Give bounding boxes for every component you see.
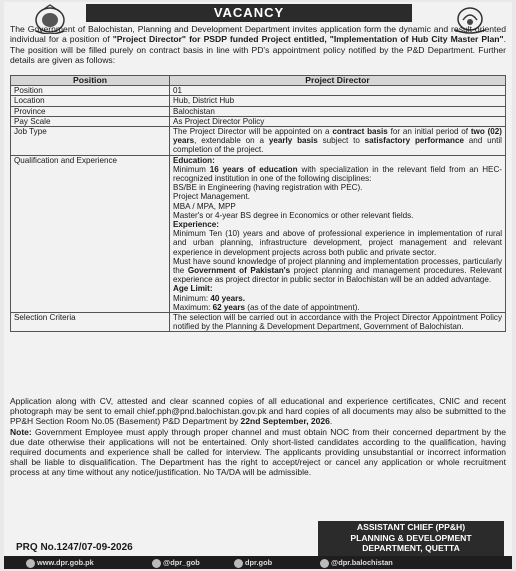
row-value (170, 155, 506, 312)
website-link[interactable] (26, 556, 94, 569)
youtube-link[interactable] (234, 556, 272, 569)
signature-block (318, 521, 504, 558)
vacancy-heading: VACANCY (86, 4, 412, 22)
education-text (173, 165, 502, 183)
note-paragraph (10, 427, 506, 478)
table-row-selection-criteria (11, 313, 506, 332)
position-details-table (10, 75, 506, 332)
column-header-position: Position (11, 76, 170, 86)
age-limit-heading: Age Limit: (173, 284, 213, 294)
discipline-item: Project Management. (173, 192, 250, 202)
age-maximum (173, 303, 502, 312)
education-heading: Education: (173, 155, 215, 165)
intro-text-continued: . The position will be filled purely on contract basis in line with PD's appointment policy notified by the P&D Department. Further details are given as follows: (10, 34, 506, 66)
row-value: As Project Director Policy (170, 116, 506, 126)
age-minimum-label: Minimum: (173, 293, 211, 303)
age-maximum-value: 62 years (212, 302, 245, 312)
application-paragraph (10, 396, 506, 427)
application-instructions (10, 396, 506, 478)
globe-icon (26, 559, 35, 568)
table-header-row (11, 76, 506, 86)
youtube-icon (234, 559, 243, 568)
note-text: Government Employee must apply through proper channel and must obtain NOC from their concerned department by the due date otherwise their applications will not be entertained. Only short-listed candidates according to the qualification, having required documents and experience shall be called for interview. The applicants providing unsubstantial or incorrect information shall be liable to disqualification. The Department has the right to accept/reject or cancel any application or whole recruitment process at any time without any notice/justification. No TA/DA will be admissible. (10, 426, 506, 478)
job-type-text: , extendable on a (194, 136, 269, 146)
experience-text-part: project planning and management procedures. Relevant experience as project director in public sector in Balochistan will be an added advantage. (173, 266, 502, 285)
table-row-province (11, 106, 506, 116)
age-maximum-label: Maximum: (173, 302, 213, 312)
row-label: Province (11, 106, 170, 116)
project-title: "Project Director" for PSDP funded Project entitled, "Implementation of Hub City Master Plan" (112, 34, 504, 45)
intro-text: The Government of Balochistan, Planning and Development Department invites application form the dynamic and result-oriented individual for a position of (10, 24, 506, 45)
table-row-pay-scale (11, 116, 506, 126)
education-emphasis: 16 years of education (209, 164, 298, 174)
facebook-icon (320, 559, 329, 568)
row-label: Qualification and Experience (11, 155, 170, 312)
table-row-location (11, 96, 506, 106)
discipline-item: MBA / MPA, MPP (173, 201, 236, 211)
row-label: Location (11, 96, 170, 106)
age-minimum-value: 40 years. (210, 293, 245, 303)
row-value: Balochistan (170, 106, 506, 116)
youtube-text: dpr.gob (245, 558, 273, 567)
application-deadline: 22nd September, 2026 (240, 416, 330, 427)
prq-number: PRQ No.1247/07-09-2026 (16, 542, 133, 553)
facebook-text: @dpr.balochistan (331, 558, 393, 567)
twitter-text: @dpr_gob (163, 558, 200, 567)
age-minimum (173, 294, 502, 303)
row-label: Pay Scale (11, 116, 170, 126)
experience-emphasis: Government of Pakistan's (187, 266, 291, 276)
row-label: Selection Criteria (11, 313, 170, 332)
experience-text-part: Must have sound knowledge of project planning and implementation processes, particularly the (173, 256, 502, 276)
signature-line: DEPARTMENT, QUETTA (362, 543, 460, 554)
application-text-end: . (329, 416, 333, 427)
job-type-emphasis: two (02) years (173, 127, 502, 146)
discipline-item: Master's or 4-year BS degree in Economics or other relevant fields. (173, 210, 414, 220)
application-text: Application along with CV, attested and clear scanned copies of all educational and experience certificates, CNIC and recent photograph may be sent to email chief.pph@pnd.balochistan.gov.pk and hard copies of all documents may also be submitted to the PP&H Section Room No.05 (Basement) P&D Department by (10, 396, 506, 427)
job-type-text: for an initial period of (387, 127, 471, 137)
facebook-link[interactable] (320, 556, 393, 569)
row-label: Position (11, 86, 170, 96)
column-header-project-director: Project Director (170, 76, 506, 86)
signature-line: PLANNING & DEVELOPMENT (350, 532, 472, 543)
twitter-link[interactable] (152, 556, 200, 569)
intro-paragraph (10, 24, 506, 66)
discipline-item: BS/BE in Engineering (having registration with PEC). (173, 183, 363, 193)
row-label: Job Type (11, 127, 170, 156)
job-type-emphasis: satisfactory performance (364, 136, 464, 146)
job-type-text: and until completion of the project. (173, 136, 502, 155)
table-row-qualification (11, 155, 506, 312)
experience-text-2 (173, 257, 502, 285)
row-value: 01 (170, 86, 506, 96)
vacancy-advertisement (4, 2, 512, 569)
table-row-position (11, 86, 506, 96)
social-footer (4, 556, 512, 569)
row-value: Hub, District Hub (170, 96, 506, 106)
experience-heading: Experience: (173, 220, 219, 230)
table-row-job-type (11, 127, 506, 156)
job-type-emphasis: contract basis (332, 127, 388, 137)
signature-line: ASSISTANT CHIEF (PP&H) (356, 522, 466, 532)
job-type-text: subject to (317, 136, 365, 146)
job-type-text: The Project Director will be appointed on a (173, 127, 333, 137)
note-label: Note: (10, 426, 32, 437)
education-text-part: with specialization in the relevant field from an HEC-recognized institution in one of the following disciplines: (173, 164, 502, 184)
twitter-icon (152, 559, 161, 568)
age-maximum-note: (as of the date of appointment). (245, 302, 360, 312)
row-value (170, 127, 506, 156)
experience-text: Minimum Ten (10) years and above of professional experience in implementation of rural and urban planning, infrastructure development, project management and relevant experience in development projects across both public and private sector. (173, 229, 502, 257)
job-type-emphasis: yearly basis (268, 136, 318, 146)
education-text-part: Minimum (173, 164, 210, 174)
website-text: www.dpr.gob.pk (37, 558, 94, 567)
row-value: The selection will be carried out in accordance with the Project Director Appointment Policy notified by the Planning & Development Department, Government of Balochistan. (170, 313, 506, 332)
